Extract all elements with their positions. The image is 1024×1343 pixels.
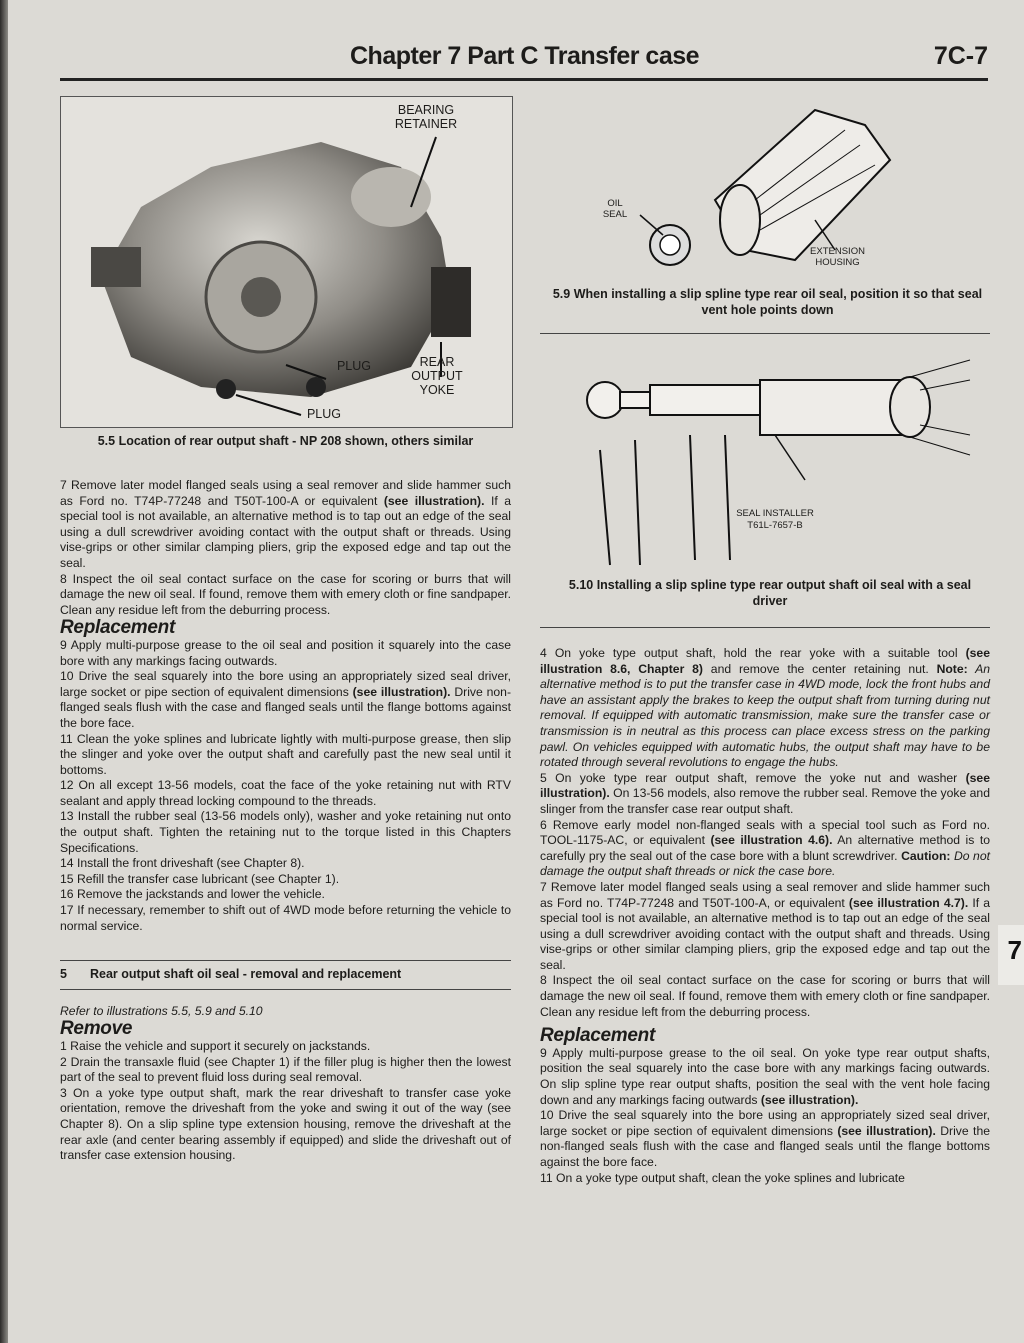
figure-5-9 bbox=[545, 90, 990, 280]
paragraph: 10 Drive the seal squarely into the bore using an appropriately sized seal driver, large socket or pipe section of equivalent dimensions (see illustration). Drive non-flanged seals flush with the case and flanged seals until the flange bottoms against the bore face. bbox=[60, 669, 511, 730]
label-oil-seal: OIL SEAL bbox=[602, 198, 628, 220]
label-rear-output-yoke: REAR OUTPUT YOKE bbox=[411, 355, 463, 397]
paragraph: 3 On a yoke type output shaft, mark the rear driveshaft to transfer case yoke orientation, remove the driveshaft from the yoke and swing it out of the way (see Chapter 8). On a slip spline type extension housing, remove the driveshaft at the rear axle (and center bearing assembly if equipped) and slide the driveshaft out of transfer case extension housing. bbox=[60, 1085, 511, 1163]
paragraph: 8 Inspect the oil seal contact surface on the case for scoring or burrs that will damage the new oil seal. If found, remove them with emery cloth or fine sandpaper. Clean any residue left from the deburring process. bbox=[540, 973, 990, 1019]
label-tool-number: T61L-7657-B bbox=[747, 520, 803, 531]
label-seal-installer: SEAL INSTALLER bbox=[736, 508, 814, 519]
paragraph: 4 On yoke type output shaft, hold the rear yoke with a suitable tool (see illustration 8.6, Chapter 8) and remove the center retaining nut. Note: An alternative method is to put the transfer case in 4WD mode, lock the front hubs and have an assistant apply the brakes to keep the output shaft from turning during nut removal. If equipped with automatic transmission, make sure the transfer case or transmission is in neutral as this process can place excess stress on the parking pawl. On vehicles equipped with automatic hubs, the output shaft may have to be rotated through several revolutions to engage the hubs. bbox=[540, 646, 990, 770]
refer-note: Refer to illustrations 5.5, 5.9 and 5.10 bbox=[60, 1003, 263, 1018]
paragraph: 13 Install the rubber seal (13-56 models only), washer and yoke retaining nut onto the output shaft. Tighten the retaining nut to the torque listed in this Chapters Specifications. bbox=[60, 809, 511, 855]
paragraph: 15 Refill the transfer case lubricant (see Chapter 1). bbox=[60, 871, 340, 886]
extension-housing-drawing bbox=[545, 90, 990, 280]
paragraph: 5 On yoke type rear output shaft, remove the yoke nut and washer (see illustration). On 13-56 models, also remove the rubber seal. Remove the yoke and slinger from the transfer case rear output shaft. bbox=[540, 770, 990, 816]
chapter-side-tab: 7 bbox=[998, 925, 1024, 985]
paragraph: 11 Clean the yoke splines and lubricate lightly with multi-purpose grease, then slip the slinger and yoke over the output shaft and carefully past the new seal until it bottoms. bbox=[60, 731, 511, 777]
label-extension-housing: EXTENSION HOUSING bbox=[810, 246, 865, 268]
caption-5-5: 5.5 Location of rear output shaft - NP 208 shown, others similar bbox=[97, 434, 474, 448]
left-column bbox=[60, 478, 511, 1164]
paragraph: 11 On a yoke type output shaft, clean the yoke splines and lubricate bbox=[540, 1170, 905, 1185]
book-binding-shadow bbox=[0, 0, 8, 1343]
section-heading: 5 Rear output shaft oil seal - removal and replacement bbox=[60, 967, 402, 982]
figure-5-5 bbox=[60, 96, 513, 428]
paragraph: 6 Remove early model non-flanged seals with a special tool such as Ford no. TOOL-1175-AC, or equivalent (see illustration 4.6). An alternative method is to carefully pry the seal out of the case bore with a blunt screwdriver. Caution: Do not damage the output shaft threads or nick the case bore. bbox=[540, 817, 991, 879]
page-header bbox=[60, 38, 988, 81]
paragraph: 17 If necessary, remember to shift out of 4WD mode before returning the vehicle to normal service. bbox=[60, 903, 511, 933]
subheading-replacement: Replacement bbox=[60, 617, 175, 639]
divider bbox=[60, 989, 511, 990]
divider bbox=[540, 627, 990, 628]
label-bearing-retainer: BEARING RETAINER bbox=[394, 103, 458, 131]
caption-5-9: 5.9 When installing a slip spline type rear oil seal, position it so that seal vent hole points down bbox=[552, 287, 983, 317]
caption-5-10: 5.10 Installing a slip spline type rear output shaft oil seal with a seal driver bbox=[568, 578, 972, 608]
label-plug-lower: PLUG bbox=[306, 407, 342, 421]
chapter-title: Chapter 7 Part C Transfer case bbox=[350, 42, 700, 70]
paragraph: 1 Raise the vehicle and support it securely on jackstands. bbox=[60, 1039, 371, 1053]
page-number: 7C-7 bbox=[933, 42, 988, 70]
label-plug-upper: PLUG bbox=[336, 359, 372, 373]
right-column bbox=[540, 646, 990, 1186]
divider bbox=[540, 333, 990, 334]
paragraph: 14 Install the front driveshaft (see Chapter 8). bbox=[60, 856, 305, 871]
figure-5-10 bbox=[560, 340, 980, 575]
paragraph: 9 Apply multi-purpose grease to the oil seal. On yoke type rear output shafts, position the seal squarely into the case bore with any markings facing outwards. On slip spline type rear output shafts, position the seal with the vent hole facing down and any markings facing outwards (see illustration). bbox=[540, 1045, 990, 1107]
paragraph: 9 Apply multi-purpose grease to the oil seal and position it squarely into the case bore with any markings facing outwards. bbox=[60, 637, 511, 668]
paragraph: 8 Inspect the oil seal contact surface on the case for scoring or burrs that will damage the new oil seal. If found, remove them with emery cloth or fine sandpaper. Clean any residue left from the deburring process. bbox=[60, 571, 511, 617]
paragraph: 12 On all except 13-56 models, coat the face of the yoke retaining nut with RTV sealant and apply thread locking compound to the threads. bbox=[60, 778, 511, 808]
seal-driver-drawing bbox=[560, 340, 980, 575]
subheading-replacement: Replacement bbox=[540, 1025, 655, 1047]
subheading-remove: Remove bbox=[60, 1018, 133, 1040]
paragraph: 10 Drive the seal squarely into the bore using an appropriately sized seal driver, large socket or pipe section of equivalent dimensions (see illustration). Drive the non-flanged seals flush with the case and flanged seals until the flange bottoms against the bore face. bbox=[540, 1108, 991, 1169]
paragraph: 7 Remove later model flanged seals using a seal remover and slide hammer such as Ford no. T74P-77248 and T50T-100-A, or equivalent (see illustration 4.7). If a special tool is not available, an alternative method is to tap out an edge of the seal using a dull screwdriver avoiding contact with the output shaft and threads. Using vise-grips or other similar clamping pliers, grip the exposed edge and tap out the seal. bbox=[540, 879, 990, 972]
paragraph: 16 Remove the jackstands and lower the vehicle. bbox=[60, 887, 325, 902]
paragraph: 2 Drain the transaxle fluid (see Chapter 1) if the filler plug is higher then the lowest part of the seal to prevent fluid loss during seal removal. bbox=[60, 1054, 511, 1085]
paragraph: 7 Remove later model flanged seals using a seal remover and slide hammer such as Ford no. T74P-77248 and T50T-100-A or equivalent (see illustration). If a special tool is not available, an alternative method is to tap out an edge of the seal using a dull screwdriver avoiding contact with the output shaft or threads. Using vise-grips or other similar clamping pliers, grip the exposed edge and tap out the seal. bbox=[60, 478, 511, 570]
